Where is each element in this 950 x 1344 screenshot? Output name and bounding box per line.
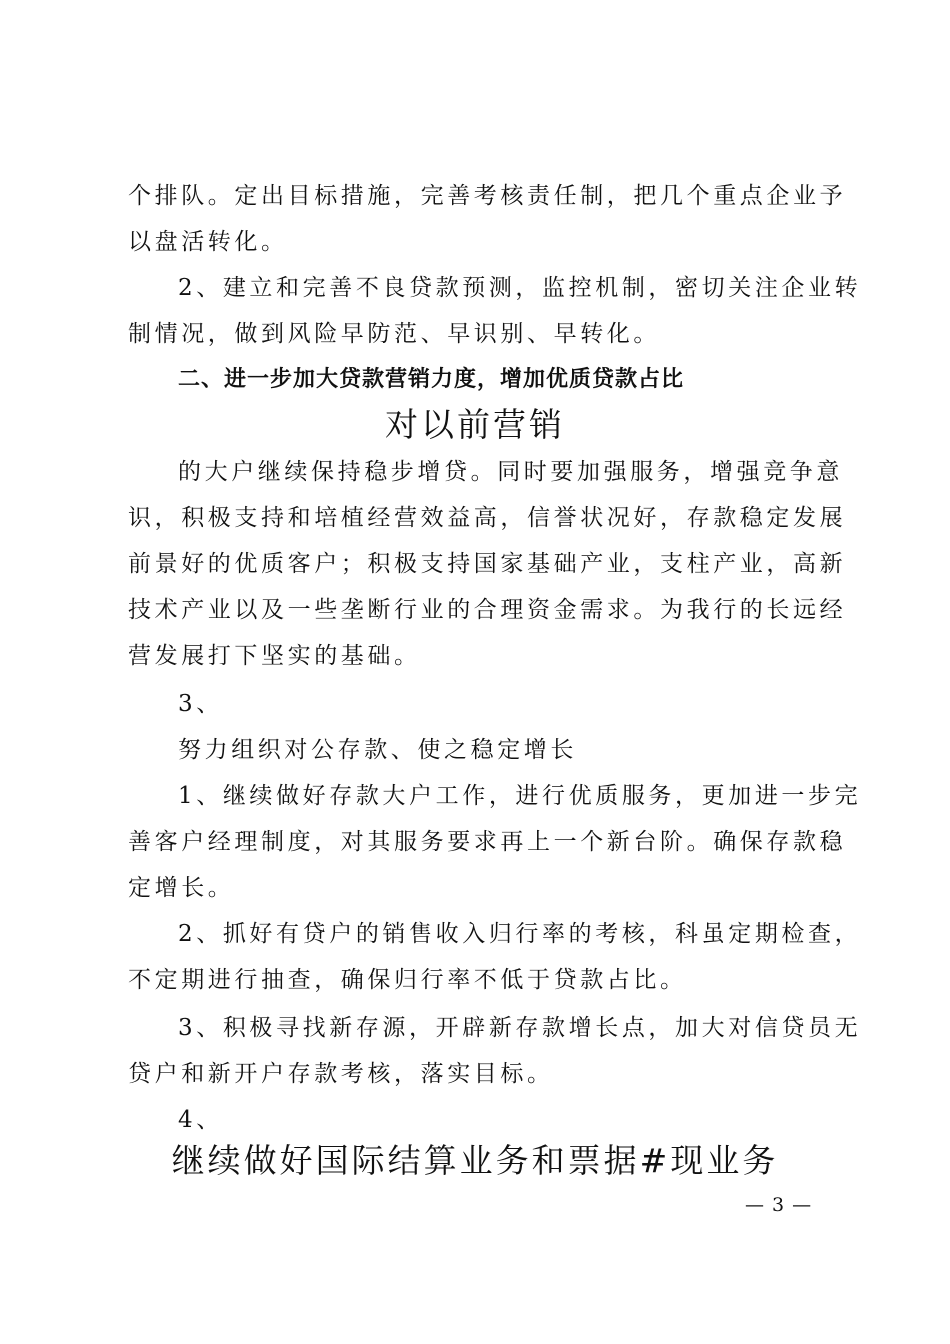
large-heading: 对以前营销 bbox=[385, 405, 565, 444]
paragraph-line: 以盘活转化。 bbox=[128, 229, 288, 255]
paragraph-line: 前景好的优质客户；积极支持国家基础产业，支柱产业，高新 bbox=[128, 551, 847, 577]
page-number: — 3 — bbox=[745, 1194, 813, 1216]
section-heading: 二、进一步加大贷款营销力度，增加优质贷款占比 bbox=[178, 367, 685, 392]
paragraph-line: 不定期进行抽查，确保归行率不低于贷款占比。 bbox=[128, 967, 687, 993]
paragraph-line: 3、积极寻找新存源，开辟新存款增长点，加大对信贷员无 bbox=[178, 1015, 862, 1041]
paragraph-line: 2、抓好有贷户的销售收入归行率的考核，科虽定期检查， bbox=[178, 921, 862, 947]
list-number: 3、 bbox=[178, 691, 223, 717]
paragraph-line: 的大户继续保持稳步增贷。同时要加强服务，增强竞争意 bbox=[178, 459, 843, 485]
paragraph-line: 个排队。定出目标措施，完善考核责任制，把几个重点企业予 bbox=[128, 183, 847, 209]
paragraph-line: 定增长。 bbox=[128, 875, 235, 901]
paragraph-line: 1、继续做好存款大户工作，进行优质服务，更加进一步完 bbox=[178, 783, 862, 809]
paragraph-line: 技术产业以及一些垄断行业的合理资金需求。为我行的长远经 bbox=[128, 597, 847, 623]
paragraph-line: 识，积极支持和培植经营效益高，信誉状况好，存款稳定发展 bbox=[128, 505, 847, 531]
paragraph-line: 制情况，做到风险早防范、早识别、早转化。 bbox=[128, 321, 660, 347]
list-number: 4、 bbox=[178, 1107, 223, 1133]
subsection-heading: 努力组织对公存款、使之稳定增长 bbox=[178, 737, 577, 763]
paragraph-line: 贷户和新开户存款考核，落实目标。 bbox=[128, 1061, 554, 1087]
large-heading: 继续做好国际结算业务和票据#现业务 bbox=[171, 1141, 779, 1180]
paragraph-line: 营发展打下坚实的基础。 bbox=[128, 643, 421, 669]
paragraph-line: 2、建立和完善不良贷款预测，监控机制，密切关注企业转 bbox=[178, 275, 862, 301]
paragraph-line: 善客户经理制度，对其服务要求再上一个新台阶。确保存款稳 bbox=[128, 829, 847, 855]
